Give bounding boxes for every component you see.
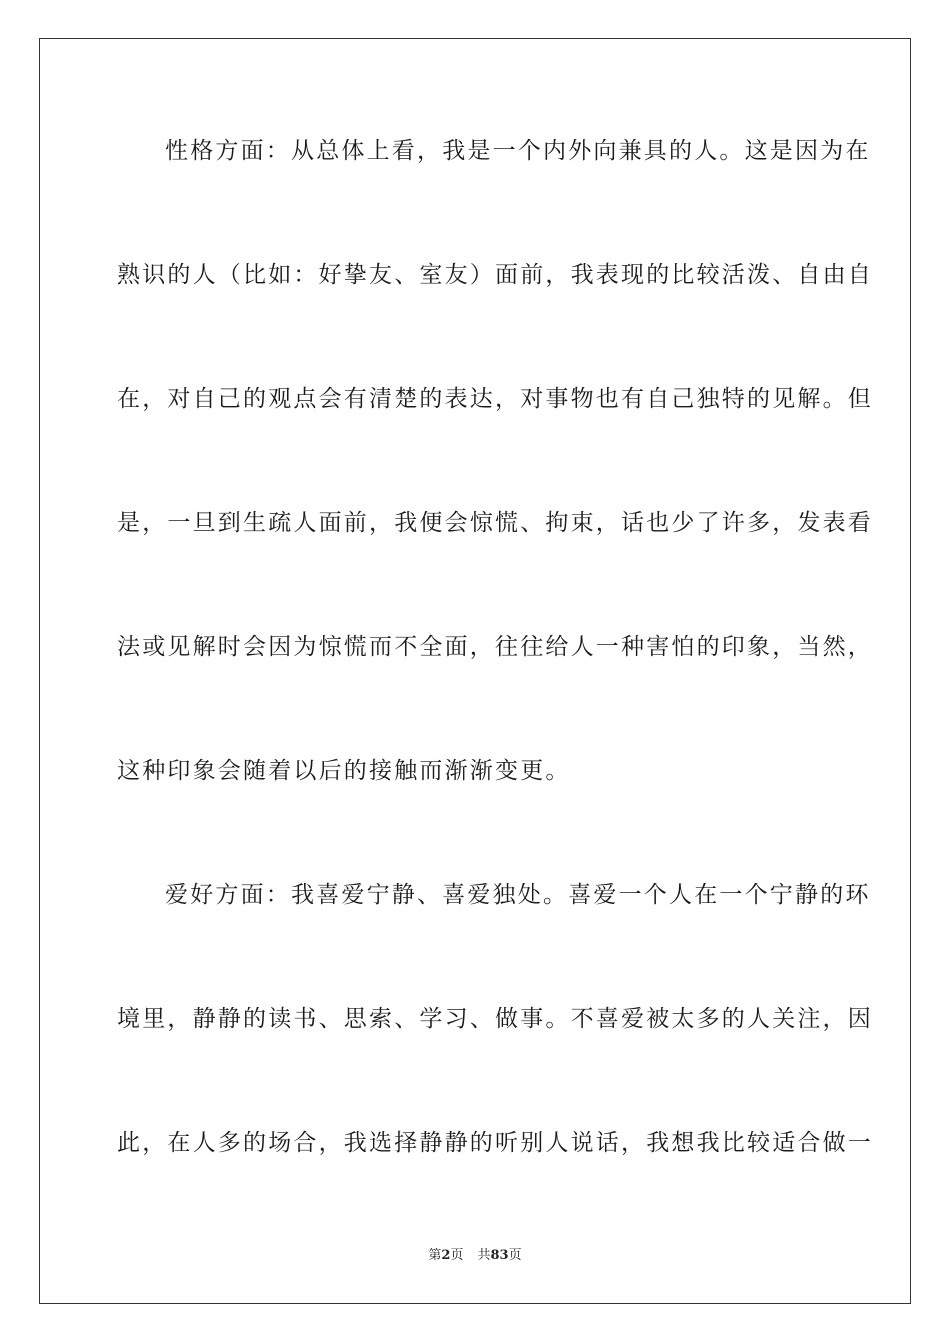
total-suffix: 页: [508, 1248, 522, 1263]
paragraph-1-line-6: 这种印象会随着以后的接触而渐渐变更。: [117, 758, 571, 784]
total-prefix: 共: [477, 1248, 491, 1263]
page-number: 2: [441, 1248, 451, 1263]
paragraph-1-line-3: 在，对自己的观点会有清楚的表达，对事物也有自己独特的见解。但: [117, 386, 873, 412]
total-pages: 83: [490, 1248, 509, 1263]
page-prefix: 第: [428, 1248, 442, 1263]
paragraph-1-line-1: 性格方面：从总体上看，我是一个内外向兼具的人。这是因为在: [165, 138, 871, 164]
paragraph-2-line-3: 此，在人多的场合，我选择静静的听别人说话，我想我比较适合做一: [117, 1130, 873, 1156]
paragraph-2-line-2: 境里，静静的读书、思索、学习、做事。不喜爱被太多的人关注，因: [117, 1006, 873, 1032]
paragraph-1-line-4: 是，一旦到生疏人面前，我便会惊慌、拘束，话也少了许多，发表看: [117, 510, 873, 536]
paragraph-2-line-1: 爱好方面：我喜爱宁静、喜爱独处。喜爱一个人在一个宁静的环: [165, 882, 871, 908]
paragraph-1-line-2: 熟识的人（比如：好挚友、室友）面前，我表现的比较活泼、自由自: [117, 262, 873, 288]
page-suffix: 页: [450, 1248, 464, 1263]
page-border: [39, 38, 911, 1304]
paragraph-1-line-5: 法或见解时会因为惊慌而不全面，往往给人一种害怕的印象，当然，: [117, 634, 873, 660]
page-footer: [0, 1247, 950, 1265]
